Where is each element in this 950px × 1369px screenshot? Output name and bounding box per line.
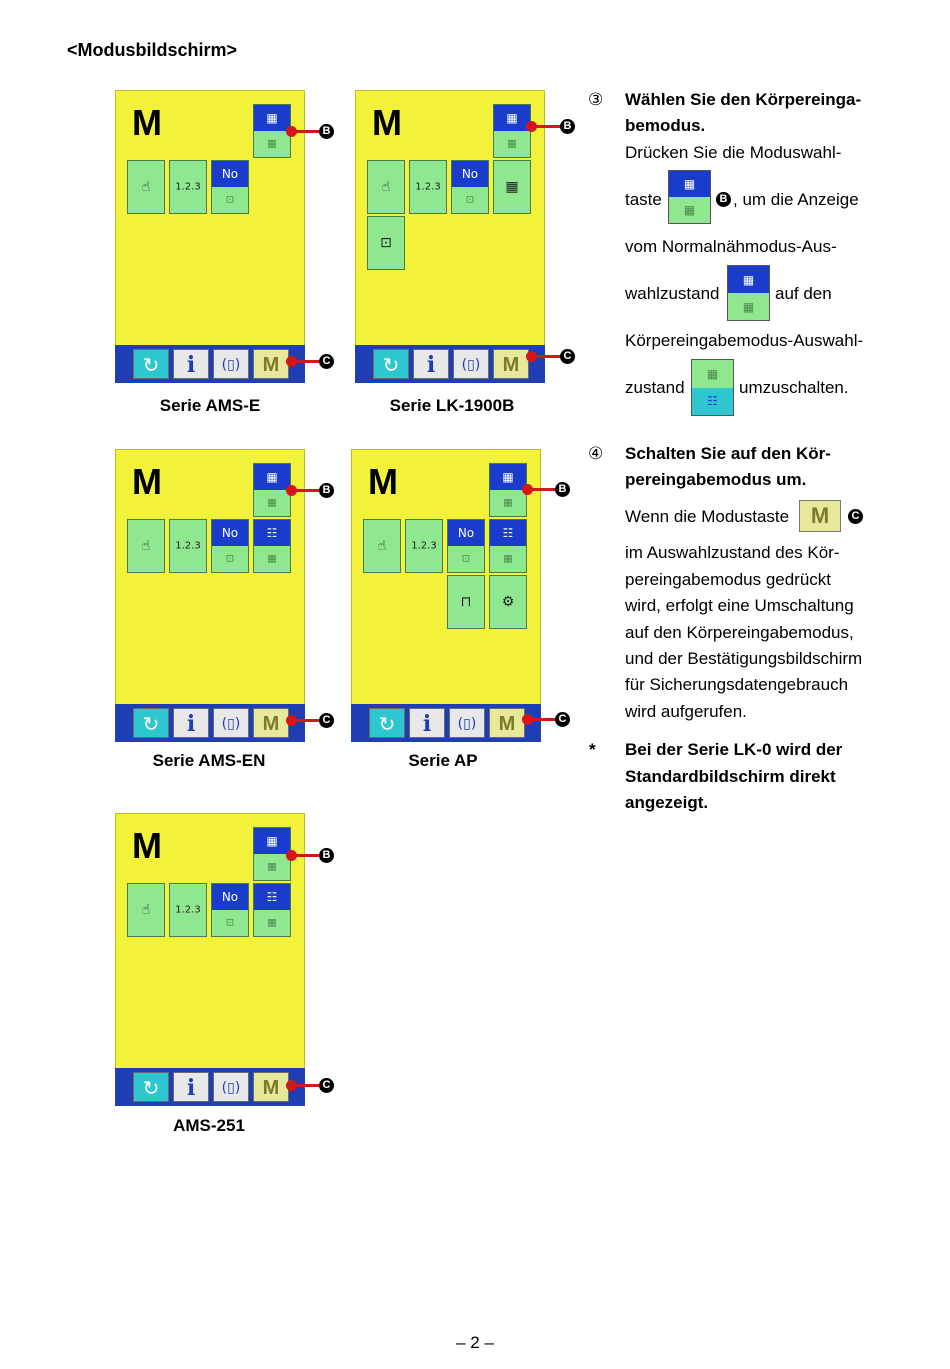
bobbin-button[interactable] [489,575,527,629]
mode-key-button[interactable]: M [489,708,525,738]
communication-button[interactable]: (▯) [213,708,249,738]
page-number: – 2 – [456,1333,494,1352]
step-4-line-1a: Wenn die Modustaste [625,507,790,526]
callout-line [291,854,320,857]
counter-button[interactable] [405,519,443,573]
screen-ams-en [115,449,305,742]
reset-button[interactable]: ↻ [369,708,405,738]
bobbin-icon: ⚙ [501,594,515,610]
step-3-line-6a: zustand [625,378,685,397]
reset-button[interactable]: ↻ [133,349,169,379]
hand-button[interactable] [367,160,405,214]
callout-b-badge: B [319,124,334,139]
bottom-bar [115,704,305,742]
step-3-line-4a: wahlzustand [625,284,720,303]
list-button[interactable] [253,519,291,573]
list-icon: ☷ [266,526,278,540]
counter-icon: 1.2.3 [175,540,201,552]
pattern-grid-icon: ▦ [505,179,519,195]
step-4-body-6: für Sicherungsdatengebrauch [625,675,849,694]
sew-icon: ⊡ [225,194,235,206]
callout-b-badge: B [319,483,334,498]
counter-button[interactable] [169,160,207,214]
step-3-line-4b: auf den [775,284,832,303]
callout-c-badge: C [319,1078,334,1093]
info-button[interactable]: i [173,349,209,379]
pattern-icon: ▦ [266,111,278,125]
counter-icon: 1.2.3 [175,904,201,916]
grid-icon: ▦ [503,497,513,509]
callout-line [527,488,556,491]
step-3-line-2b: , um die Anzeige [733,190,859,209]
mode-key-button[interactable]: M [493,349,529,379]
bottom-bar [115,1068,305,1106]
screen-ap [351,449,541,742]
feed-button[interactable] [367,216,405,270]
note-line-1: Bei der Serie LK-0 wird der [625,740,843,759]
grid-icon: ▦ [267,861,277,873]
no-icon: No [461,167,479,181]
communication-button[interactable]: (▯) [453,349,489,379]
mode-letter: M [132,102,162,143]
step-3-line-6b: umzuschalten. [739,378,849,397]
screen-lk-1900b [355,90,545,383]
caption-ams-e: Serie AMS-E [159,396,261,415]
counter-button[interactable] [169,519,207,573]
mode-letter: M [368,461,398,502]
hand-button[interactable] [127,160,165,214]
counter-icon: 1.2.3 [411,540,437,552]
callout-line [527,718,556,721]
step-4-heading-2: pereingabemodus um. [625,470,807,489]
mode-letter: M [132,825,162,866]
mode-key-icon: M [799,500,841,532]
hand-icon: ☝ [141,538,151,554]
machine-button[interactable] [447,575,485,629]
hand-button[interactable] [127,883,165,937]
callout-line [291,360,320,363]
mode-key-button[interactable]: M [253,349,289,379]
bottom-bar [355,345,545,383]
caption-ams-251: AMS-251 [173,1116,245,1135]
callout-c-badge: C [555,712,570,727]
counter-icon: 1.2.3 [175,181,201,193]
caption-lk-1900b: Serie LK-1900B [389,396,515,415]
bottom-bar [115,345,305,383]
hand-icon: ☝ [141,179,151,195]
step-4-body-4: auf den Körpereingabemodus, [625,623,854,642]
no-icon: No [457,526,475,540]
note-line-2: Standardbildschirm direkt [625,767,836,786]
screen-ams-e [115,90,305,383]
sew-icon: ⊡ [225,553,235,565]
grid-icon: ▦ [267,497,277,509]
mode-letter: M [372,102,402,143]
mode-select-key-icon: ▦ ▦ [668,170,711,224]
no-icon: No [221,167,239,181]
hand-icon: ☝ [377,538,387,554]
step-4-heading-1: Schalten Sie auf den Kör- [625,444,831,463]
grid-icon: ▦ [507,138,517,150]
boxes-icon: ▦ [267,553,277,565]
step-3-number: ③ [588,90,604,110]
boxes-icon: ▦ [267,917,277,929]
pattern-no-button[interactable] [447,519,485,573]
sew-icon: ⊡ [461,553,471,565]
communication-button[interactable]: (▯) [213,349,249,379]
communication-button[interactable]: (▯) [449,708,485,738]
step-3-heading-2: bemodus. [625,116,706,135]
note-asterisk: * [589,740,596,759]
hand-button[interactable] [127,519,165,573]
screen-ams-251 [115,813,305,1106]
sew-icon: ⊡ [225,917,235,929]
mode-select-button[interactable] [493,104,531,158]
info-button[interactable]: i [173,708,209,738]
caption-ap: Serie AP [408,751,478,770]
grid-icon: ▦ [267,138,277,150]
callout-line [291,130,320,133]
step-3-line-3: vom Normalnähmodus-Aus- [625,237,837,256]
counter-icon: 1.2.3 [415,181,441,193]
step-4-body-5: und der Bestätigungsbildschirm [625,649,863,668]
bottom-bar [351,704,541,742]
no-icon: No [221,890,239,904]
body-input-state-icon: ▦ ☷ [691,359,734,416]
hand-icon: ☝ [381,179,391,195]
boxes-icon: ▦ [503,553,513,565]
pattern-icon: ▦ [266,470,278,484]
pattern-icon: ▦ [506,111,518,125]
list-icon: ☷ [266,890,278,904]
callout-c-badge: C [319,354,334,369]
callout-b-badge: B [555,482,570,497]
pattern-icon: ▦ [502,470,514,484]
callout-b-badge: B [716,192,731,207]
note-line-3: angezeigt. [625,793,709,812]
feed-icon: ⊡ [380,235,392,251]
pattern-icon: ▦ [266,834,278,848]
info-button[interactable]: i [409,708,445,738]
mode-letter: M [132,461,162,502]
callout-line [531,125,561,128]
pattern-no-button[interactable] [211,160,249,214]
pattern-no-button[interactable] [211,883,249,937]
mode-key-button[interactable]: M [253,708,289,738]
callout-line [291,1084,320,1087]
reset-button[interactable]: ↻ [373,349,409,379]
callout-c-badge: C [319,713,334,728]
step-4-number: ④ [588,444,604,464]
info-button[interactable]: i [173,1072,209,1102]
step-4-body-2: pereingabemodus gedrückt [625,570,832,589]
reset-button[interactable]: ↻ [133,1072,169,1102]
page-title: <Modusbildschirm> [67,40,238,60]
list-icon: ☷ [502,526,514,540]
list-button[interactable] [253,883,291,937]
normal-mode-state-icon: ▦ ▦ [727,265,770,321]
pattern-grid-button[interactable] [493,160,531,214]
hand-button[interactable] [363,519,401,573]
machine-icon: ⊓ [460,594,472,610]
reset-button[interactable]: ↻ [133,708,169,738]
callout-line [291,719,320,722]
callout-c-badge: C [848,509,863,524]
no-icon: No [221,526,239,540]
step-3-line-5: Körpereingabemodus-Auswahl- [625,331,864,350]
pattern-no-button[interactable] [211,519,249,573]
step-4-body-3: wird, erfolgt eine Umschaltung [625,596,854,615]
mode-key-button[interactable]: M [253,1072,289,1102]
pattern-no-button[interactable] [451,160,489,214]
callout-line [291,489,320,492]
counter-button[interactable] [169,883,207,937]
caption-ams-en: Serie AMS-EN [152,751,266,770]
step-3-heading-1: Wählen Sie den Körpereinga- [625,90,862,109]
counter-button[interactable] [409,160,447,214]
hand-icon: ☝ [141,902,151,918]
callout-b-badge: B [319,848,334,863]
callout-line [531,355,561,358]
callout-b-badge: B [560,119,575,134]
step-3-line-1: Drücken Sie die Moduswahl- [625,143,842,162]
step-3-line-2a: taste [625,190,662,209]
communication-button[interactable]: (▯) [213,1072,249,1102]
step-4-body-1: im Auswahlzustand des Kör- [625,543,840,562]
callout-c-badge: C [560,349,575,364]
sew-icon: ⊡ [465,194,475,206]
list-button[interactable] [489,519,527,573]
info-button[interactable]: i [413,349,449,379]
step-4-body-7: wird aufgerufen. [625,702,747,721]
